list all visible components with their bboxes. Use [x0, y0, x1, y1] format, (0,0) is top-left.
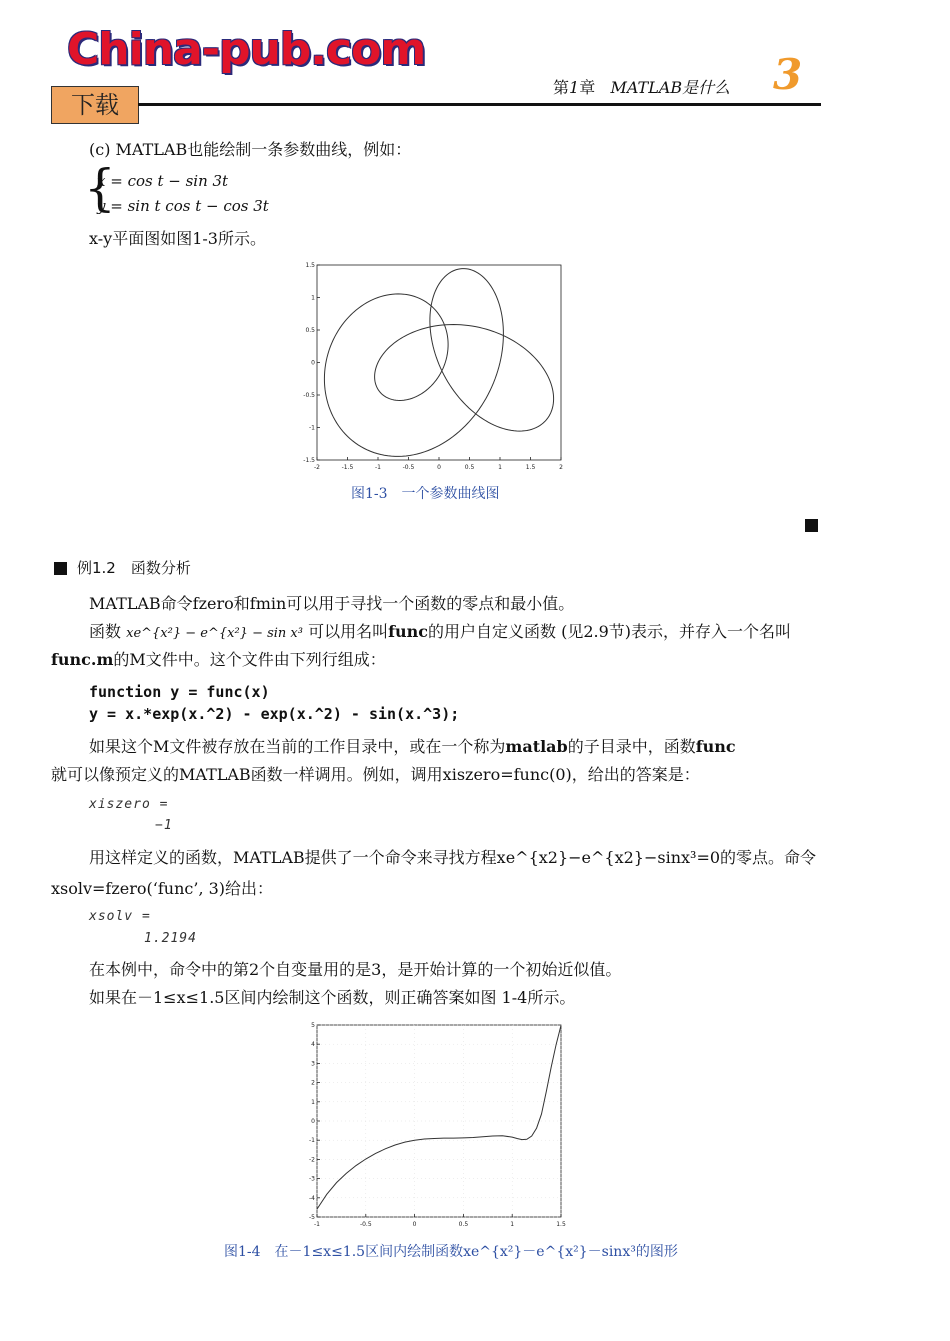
grid-lines — [317, 1025, 561, 1217]
example-p2-cont — [51, 649, 386, 671]
code-line-2: y = x.*exp(x.^2) - exp(x.^2) - sin(x.^3); — [89, 705, 460, 723]
y-tick-label: 3 — [311, 1060, 315, 1068]
download-badge[interactable]: 下载 — [51, 86, 139, 124]
y-tick-label: -2 — [309, 1156, 315, 1164]
header-rule — [138, 103, 821, 106]
y-tick-label: 4 — [311, 1041, 315, 1049]
p2-text-d: 的M文件中。这个文件由下列行组成： — [113, 650, 386, 669]
p3-text-a: 如果这个M文件被存放在当前的工作目录中，或在一个称为 — [89, 737, 506, 756]
x-tick-label: 1 — [498, 464, 502, 471]
matlab-dir: matlab — [505, 737, 568, 756]
equation-brace: { — [84, 159, 116, 217]
func-name: func — [388, 622, 428, 641]
example-p6: xsolv=fzero(‘func’, 3)给出： — [51, 879, 274, 898]
output-xsolv-name: xsolv = — [89, 909, 151, 924]
function-curve-line — [317, 1025, 561, 1209]
y-tick-label: 0.5 — [305, 327, 315, 334]
y-tick-label: 1 — [311, 294, 315, 302]
chapter-suffix: 章 — [579, 78, 596, 97]
y-tick-label: -1.5 — [303, 457, 315, 464]
x-tick-label: 2 — [559, 464, 563, 471]
x-tick-label: 1 — [510, 1221, 515, 1228]
x-tick-label: -0.5 — [402, 464, 415, 471]
x-axis-ticks — [314, 457, 563, 471]
function-formula: xe^{x²} − e^{x²} − sin x³ — [126, 626, 303, 641]
section-bullet — [54, 562, 67, 575]
y-tick-label: 1.5 — [305, 262, 315, 269]
code-line-1: function y = func(x) — [89, 683, 270, 701]
p2-text-c: 的用户自定义函数 (见2.9节)表示，并存入一个名叫 — [427, 622, 792, 641]
output-xsolv-value: 1.2194 — [144, 931, 197, 946]
equation-x: x = cos t − sin 3t — [97, 172, 229, 190]
figure-1-3-caption: 图1-3 一个参数曲线图 — [351, 486, 500, 502]
x-tick-label: 0 — [412, 1221, 417, 1228]
example-p1: MATLAB命令fzero和fmin可以用于寻找一个函数的零点和最小值。 — [89, 594, 575, 613]
example-heading: 例1.2 函数分析 — [77, 559, 191, 577]
x-tick-label: -1 — [314, 1221, 320, 1228]
y-tick-label: -0.5 — [303, 392, 315, 399]
x-tick-label: 1.5 — [525, 464, 536, 471]
y-tick-label: -1 — [309, 424, 315, 432]
y-tick-label: 2 — [311, 1079, 315, 1087]
parametric-curve-line — [324, 269, 553, 457]
end-marker — [805, 519, 818, 532]
equation-y: y = sin t cos t − cos 3t — [97, 197, 269, 215]
x-tick-label: 1.5 — [556, 1221, 566, 1228]
figure-1-4-chart — [300, 1018, 575, 1234]
x-tick-label: -1.5 — [341, 464, 354, 471]
example-p3 — [89, 736, 736, 758]
func-name-2: func — [695, 737, 736, 756]
example-p2 — [89, 621, 791, 645]
y-tick-label: 5 — [311, 1022, 315, 1029]
figure-1-3-chart — [300, 258, 575, 474]
x-tick-label: 0.5 — [464, 464, 475, 471]
y-axis-ticks — [309, 1022, 320, 1221]
y-tick-label: -4 — [309, 1194, 315, 1202]
p3-text-b: 的子目录中，函数 — [567, 737, 696, 756]
y-tick-label: -1 — [309, 1137, 315, 1145]
y-tick-label: 0 — [311, 1118, 315, 1125]
output-xiszero-name: xiszero = — [89, 797, 169, 812]
chapter-title: MATLAB是什么 — [610, 78, 731, 97]
page-number: 3 — [773, 50, 803, 99]
y-tick-label: -5 — [309, 1214, 315, 1221]
part-c-intro: (c) MATLAB也能绘制一条参数曲线，例如： — [89, 140, 412, 159]
y-tick-label: 0 — [311, 359, 315, 367]
x-axis-ticks — [314, 1214, 566, 1228]
chapter-heading — [553, 75, 730, 98]
y-tick-label: -3 — [309, 1175, 315, 1183]
output-xiszero-value: −1 — [155, 818, 173, 833]
y-tick-label: 1 — [311, 1098, 315, 1106]
chapter-num: 1 — [569, 78, 580, 97]
chapter-prefix: 第 — [553, 78, 570, 97]
x-tick-label: 0 — [437, 464, 441, 471]
china-pub-logo[interactable]: China-pub.com — [67, 24, 426, 75]
p2-text-a: 函数 — [89, 622, 122, 641]
y-axis-ticks — [303, 262, 320, 464]
example-p5: 用这样定义的函数，MATLAB提供了一个命令来寻找方程xe^{x2}−e^{x2}−sinx³=0的零点。命令 — [89, 848, 817, 867]
x-tick-label: -2 — [314, 464, 320, 471]
x-tick-label: 0.5 — [458, 1221, 469, 1228]
func-file: func.m — [51, 650, 114, 669]
example-p4: 就可以像预定义的MATLAB函数一样调用。例如，调用xiszero=func(0)，给出的答案是： — [51, 765, 700, 784]
plane-note: x-y平面图如图1-3所示。 — [89, 229, 266, 248]
x-tick-label: -1 — [375, 464, 381, 471]
example-p7: 在本例中，命令中的第2个自变量用的是3，是开始计算的一个初始近似值。 — [89, 960, 622, 979]
example-p8: 如果在－1≤x≤1.5区间内绘制这个函数，则正确答案如图 1-4所示。 — [89, 988, 576, 1007]
x-tick-label: -0.5 — [359, 1221, 372, 1228]
p2-text-b: 可以用名叫 — [308, 622, 389, 641]
figure-1-4-caption: 图1-4 在－1≤x≤1.5区间内绘制函数xe^{x²}－e^{x²}－sinx³的图形 — [224, 1244, 678, 1260]
